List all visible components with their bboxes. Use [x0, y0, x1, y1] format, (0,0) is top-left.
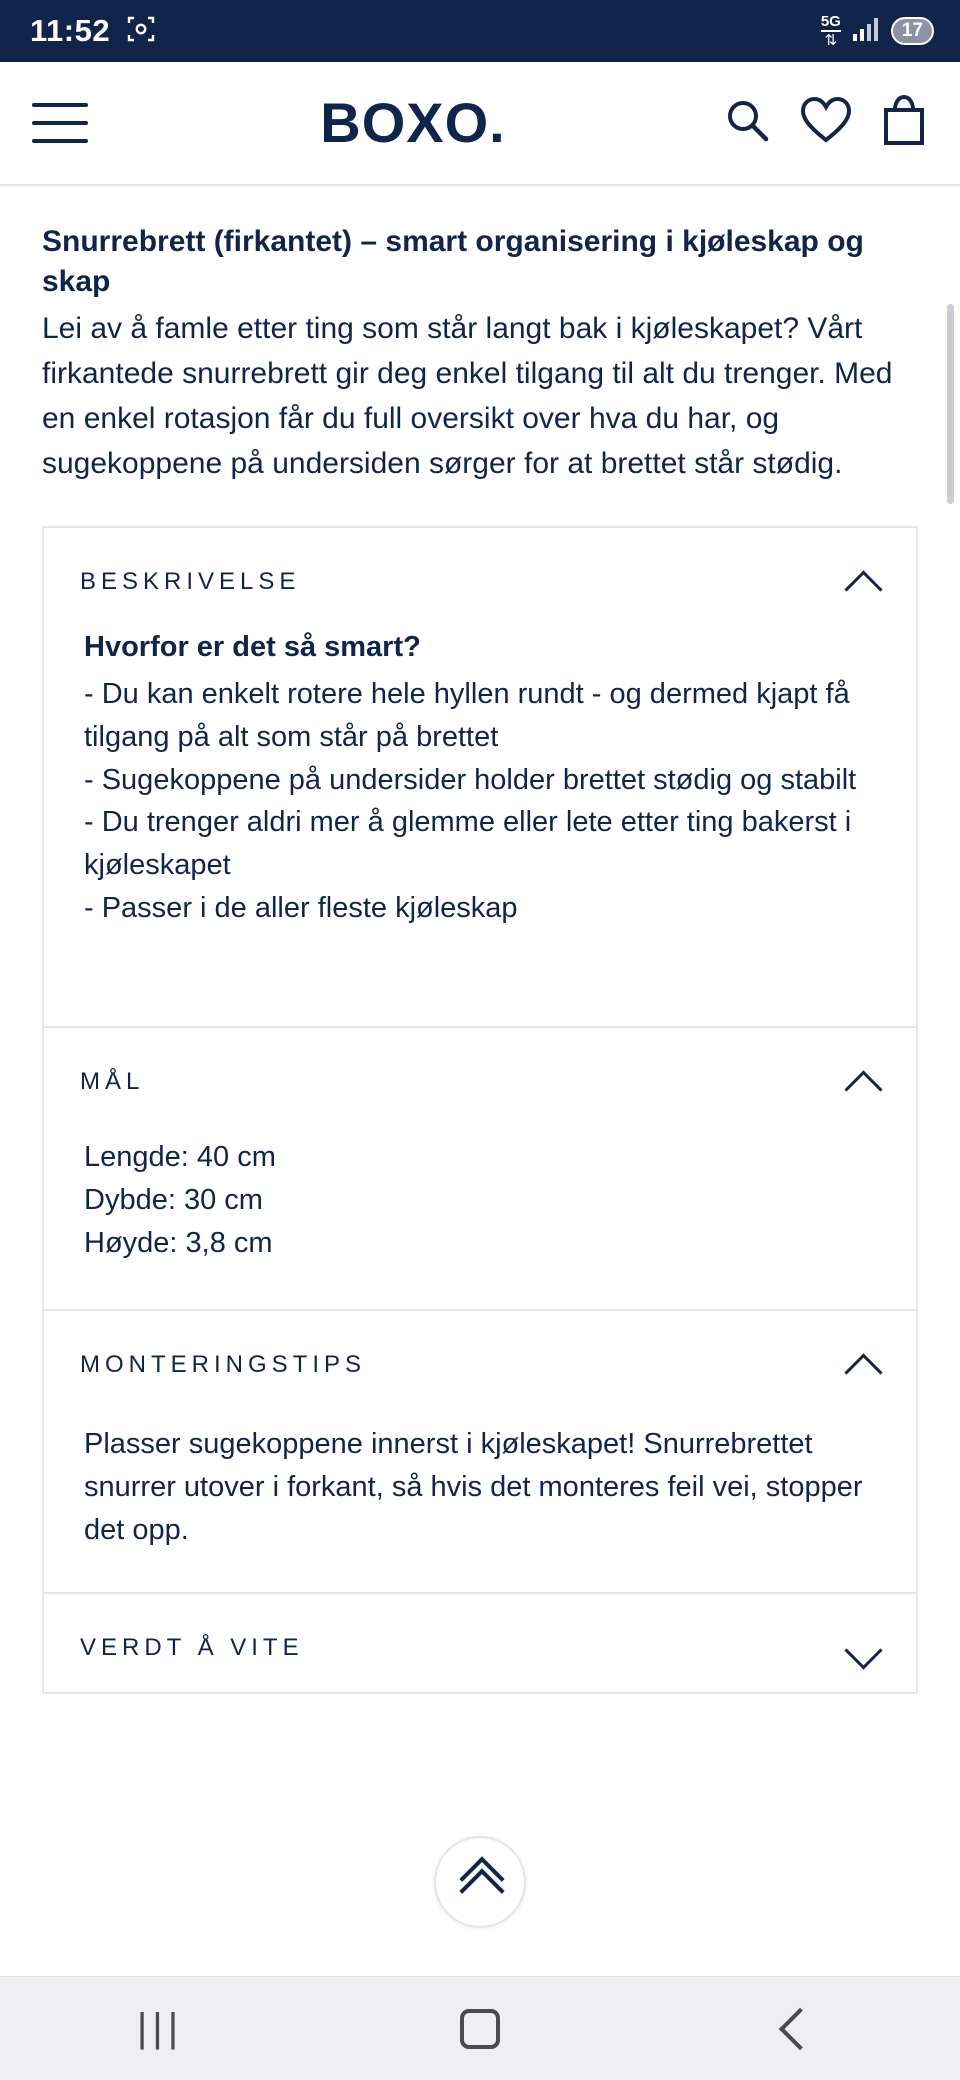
site-logo[interactable] — [88, 90, 722, 155]
heart-icon[interactable] — [800, 96, 852, 149]
accordion-header-beskrivelse[interactable] — [44, 528, 916, 626]
page-intro-text: Lei av å famle etter ting som står langt bak i kjøleskapet? Vårt firkantede snurrebrett gir deg enkel tilgang til alt du trenger. Med en enkel rotasjon får du full oversikt over hva du har, og sugekoppene på undersiden sørger for at brettet står stødig. — [42, 311, 893, 480]
accordion-bullet: - Du kan enkelt rotere hele hyllen rundt - og dermed kjapt få tilgang på alt som står på brettet — [84, 677, 850, 753]
status-bar-right — [821, 14, 934, 48]
search-icon[interactable] — [722, 95, 772, 150]
chevron-up-icon[interactable] — [846, 571, 880, 593]
status-bar-left — [30, 13, 156, 49]
network-type-icon — [821, 14, 841, 48]
status-bar — [0, 0, 960, 62]
mounting-tip-text: Plasser sugekoppene innerst i kjøleskapet! Snurrebrettet snurrer utover i forkant, så hvis det monteres feil vei, stopper det opp. — [84, 1427, 863, 1546]
product-info-accordion — [42, 526, 918, 1694]
signal-bars-icon — [852, 16, 880, 47]
content-bottom-spacer — [0, 1950, 960, 1976]
accordion-bullet: - Sugekoppene på undersider holder brettet stødig og stabilt — [84, 763, 857, 796]
accordion-title-beskrivelse: BESKRIVELSE — [80, 567, 301, 595]
accordion-title-monteringstips: MONTERINGSTIPS — [80, 1350, 367, 1378]
logo-text: BOXO — [320, 91, 490, 154]
status-clock: 11:52 — [30, 13, 111, 48]
accordion-body-mal — [44, 1126, 916, 1309]
accordion-body-beskrivelse — [44, 626, 916, 1026]
accordion-section-verdt-a-vite — [44, 1592, 916, 1692]
chevron-up-icon[interactable] — [846, 1071, 880, 1093]
accordion-section-beskrivelse — [44, 528, 916, 1026]
dimension-height: Høyde: 3,8 cm — [84, 1226, 273, 1259]
accordion-body-monteringstips — [44, 1409, 916, 1592]
chevron-down-icon[interactable] — [846, 1637, 880, 1659]
page-scrollbar[interactable] — [947, 304, 954, 504]
accordion-body-heading: Hvorfor er det så smart? — [84, 630, 421, 663]
content-divider — [0, 184, 960, 186]
network-label: 5G — [820, 13, 841, 30]
hamburger-menu-icon[interactable] — [32, 103, 88, 143]
chevron-up-icon[interactable] — [846, 1354, 880, 1376]
header-icon-group — [722, 94, 928, 151]
page-title: Snurrebrett (firkantet) – smart organisering i kjøleskap og skap — [42, 225, 864, 298]
home-square-icon — [460, 2009, 500, 2049]
accordion-section-mal — [44, 1026, 916, 1309]
page-content — [0, 184, 960, 1950]
network-arrows: ⇅ — [824, 32, 838, 49]
accordion-header-mal[interactable] — [44, 1028, 916, 1126]
android-nav-bar — [0, 1976, 960, 2080]
back-chevron-icon — [779, 2007, 821, 2049]
home-button[interactable] — [420, 1994, 540, 2064]
back-button[interactable] — [740, 1994, 860, 2064]
accordion-bullet: - Passer i de aller fleste kjøleskap — [84, 892, 518, 925]
shopping-bag-icon[interactable] — [880, 94, 928, 151]
scroll-to-top-button[interactable] — [434, 1836, 526, 1928]
accordion-bullet: - Du trenger aldri mer å glemme eller lete etter ting bakerst i kjøleskapet — [84, 806, 852, 882]
accordion-title-mal: MÅL — [80, 1068, 145, 1096]
double-chevron-up-icon — [457, 1865, 503, 1899]
accordion-header-monteringstips[interactable] — [44, 1311, 916, 1409]
accordion-title-verdt-a-vite: VERDT Å VITE — [80, 1633, 304, 1661]
battery-indicator: 17 — [891, 17, 934, 46]
screen-capture-icon — [126, 14, 156, 49]
dimension-length: Lengde: 40 cm — [84, 1141, 276, 1174]
dimension-depth: Dybde: 30 cm — [84, 1184, 263, 1217]
recents-label: ||| — [136, 2006, 184, 2050]
accordion-header-verdt-a-vite[interactable] — [44, 1594, 916, 1692]
logo-dot: . — [489, 91, 506, 154]
site-header — [0, 62, 960, 184]
accordion-section-monteringstips — [44, 1309, 916, 1592]
recents-button[interactable] — [100, 1994, 220, 2064]
